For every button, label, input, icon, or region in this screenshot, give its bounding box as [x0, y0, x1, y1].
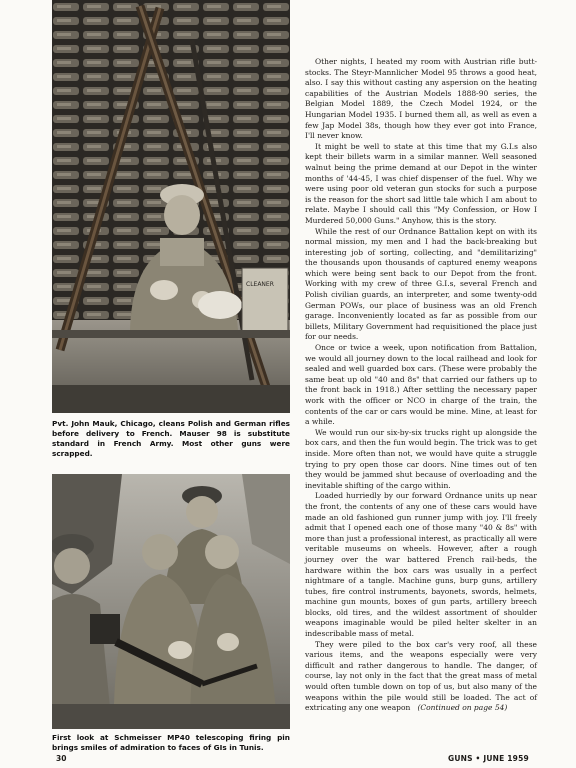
publication-footer: GUNS • JUNE 1959: [448, 754, 529, 763]
article-paragraph: Once or twice a week, upon notification from Battalion, we would all journey down to the local railhead and look for sealed and well guarded box cars. (These were probably the same beat up old "40 and 8s" that carried our fathers up to the front back in 1918.) After settling the necessary paper work with the officer or NCO in charge of the train, the contents of the car or cars would be mine. Mine, at least for a while.: [305, 343, 537, 427]
photo-gis-with-schmeisser: [52, 474, 290, 729]
page-number: 30: [56, 754, 67, 763]
continued-note: (Continued on page 54): [417, 703, 508, 713]
photo-gis-with-schmeisser-image: [52, 474, 290, 729]
photo-caption-bottom: First look at Schmeisser MP40 telescoping firing pin brings smiles of admiration to faces of GIs in Tunis.: [52, 733, 290, 752]
article-paragraph: It might be well to state at this time that my G.I.s also kept their billets warm in a similar manner. Well seasoned walnut being the prime demand at our Depot in the winter months of '44-45, I was chief dispenser of the fuel. Why we were using poor old veteran gun stocks for such a purpose is the reason for the short sad little tale which I am about to relate. Maybe I should call this "My Confession, or How I Murdered 50,000 Guns." Anyhow, this is the story.: [305, 141, 537, 225]
cleaner-can-label: CLEANER: [246, 281, 274, 288]
article-paragraph: We would run our six-by-six trucks right up alongside the box cars, and then the fun would begin. The trick was to get inside. More often than not, we would have quite a struggle trying to pry open those car doors. Nine times out of ten they would be jammed shut because of overloading and the inevitable shifting of the cargo within.: [305, 427, 537, 490]
article-paragraph: Other nights, I heated my room with Austrian rifle butt-stocks. The Steyr-Mannlicher Model 95 throws a good heat, also. I say this without casting any aspersion on the heating capabilities of the Austrian Models 1888-90 series, the Belgian Model 1889, the Czech Model 1924, or the Hungarian Model 1935. I burned them all, as well as even a few Jap Model 38s, though how they ever got into France, I'll never know.: [305, 57, 537, 141]
photo-soldier-cleaning-rifles-image: [52, 0, 290, 413]
article-paragraph: While the rest of our Ordnance Battalion kept on with its normal mission, my men and I had the back-breaking but interesting job of sorting, collecting, and "demilitarizing" the thousands upon thousands of captured enemy weapons which were being sent back to our Depot from the front. Working with my crew of three G.I.s, several French and Polish civilian guards, an interpreter, and some twenty-odd German POWs, our place of business was an old French garage. Inconveniently located as far as possible from our billets, Military Government had requisitioned the place just for our needs.: [305, 226, 537, 342]
article-paragraph-last-text: They were piled to the box car's very roof, all these various items, and the weapons especially were very difficult and rather dangerous to handle. The danger, of course, lay not only in the fact that the great mass of metal would often tumble down on top of us, but also many of the weapons within the pile would still be loaded. The act of extricating any one weapon: [305, 639, 537, 713]
article-paragraph-last: [305, 640, 537, 714]
photo-caption-top: Pvt. John Mauk, Chicago, cleans Polish and German rifles before delivery to French. Mauser 98 is substitute standard in French Army. Most other guns were scrapped.: [52, 419, 290, 458]
article-paragraph: Loaded hurriedly by our forward Ordnance units up near the front, the contents of any one of these cars would have made an old fashioned gun runner jump with joy. I'll freely admit that I opened each one of those many "40 & 8s" with more than just a professional interest, as practically all were veritable museums on wheels. However, after a rough journey over the war battered French rail-beds, the hardware within the box cars was usually in a perfect nightmare of a tangle. Machine guns, burp guns, artillery tubes, fire control instruments, bayonets, swords, helmets, machine gun mounts, boxes of gun parts, artillery breech blocks, old tires, and the wildest assortment of shoulder weapons imaginable would be piled helter skelter in an indescribable mass of metal.: [305, 491, 537, 639]
article-body: [305, 57, 537, 714]
photo-soldier-cleaning-rifles: [52, 0, 290, 413]
